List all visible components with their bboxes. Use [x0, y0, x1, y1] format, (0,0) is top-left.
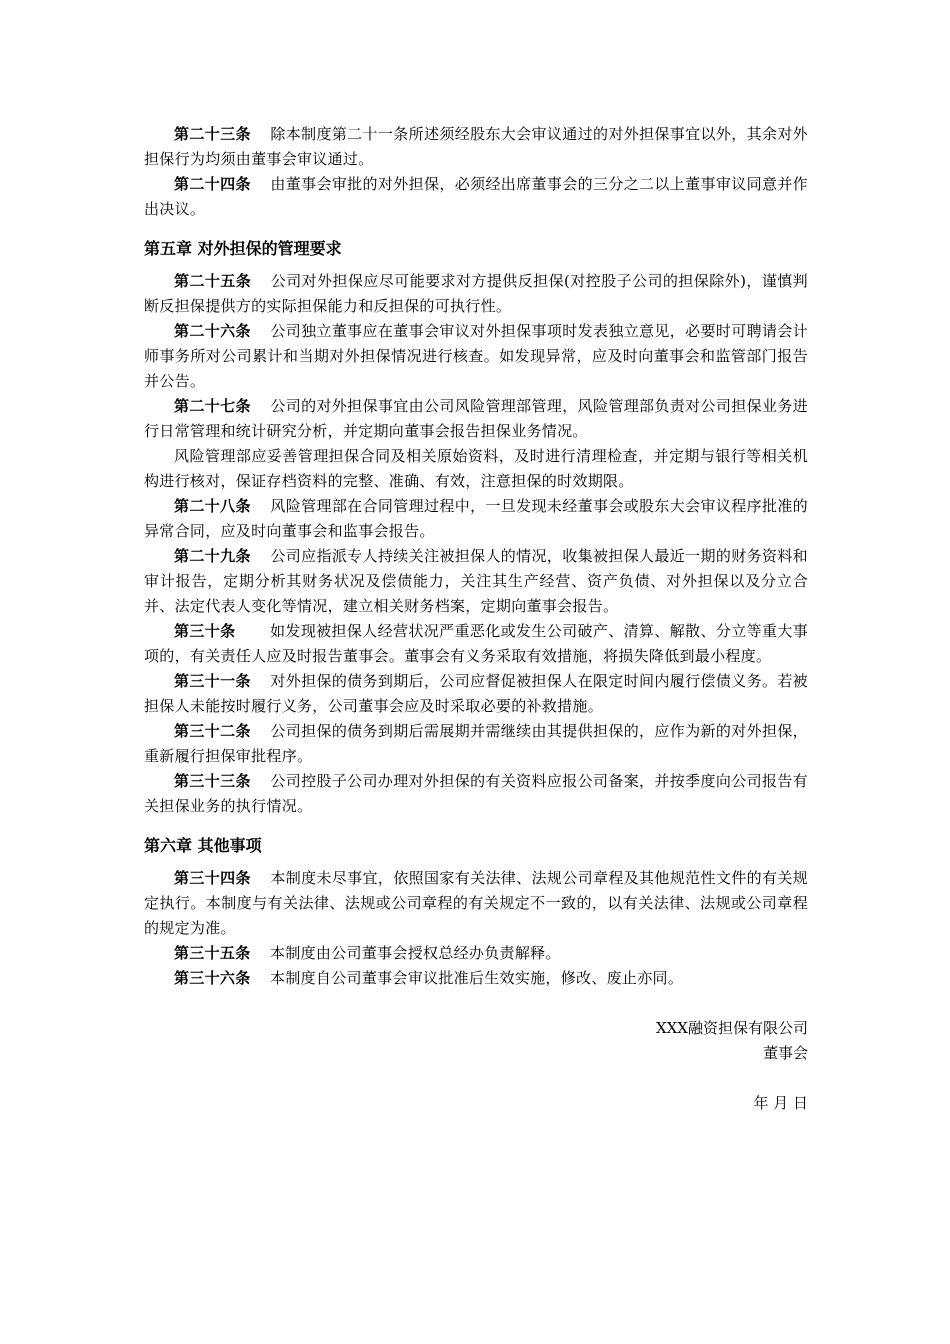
article-text: 风险管理部在合同管理过程中，一旦发现未经董事会或股东大会审议程序批准的异常合同，应及时向董事会和监事会报告。 [144, 497, 808, 540]
article-number: 第二十五条 [174, 272, 252, 290]
article-number: 第三十四条 [174, 869, 251, 887]
article-paragraph [144, 669, 808, 719]
article-text: 公司担保的债务到期后需展期并需继续由其提供担保的，应作为新的对外担保，重新履行担保审批程序。 [144, 722, 808, 765]
section-block-1 [144, 122, 808, 222]
article-paragraph [144, 769, 808, 819]
article-text: 公司控股子公司办理对外担保的有关资料应报公司备案，并按季度向公司报告有关担保业务的执行情况。 [144, 772, 808, 815]
article-number: 第二十七条 [174, 397, 251, 415]
article-paragraph [144, 269, 808, 319]
body-paragraph [144, 444, 808, 494]
article-text: 本制度未尽事宜，依照国家有关法律、法规公司章程及其他规范性文件的有关规定执行。本制度与有关法律、法规或公司章程的有关规定不一致的，以有关法律、法规或公司章程的规定为准。 [144, 869, 808, 937]
article-text: 由董事会审批的对外担保，必须经出席董事会的三分之二以上董事审议同意并作出决议。 [144, 175, 808, 218]
document-body [144, 122, 808, 1116]
article-number: 第二十八条 [174, 497, 251, 515]
section-block-2 [144, 269, 808, 819]
article-paragraph [144, 122, 808, 172]
article-text: 对外担保的债务到期后，公司应督促被担保人在限定时间内履行偿债义务。若被担保人未能按时履行义务，公司董事会应及时采取必要的补救措施。 [144, 672, 808, 715]
article-text: 公司独立董事应在董事会审议对外担保事项时发表独立意见，必要时可聘请会计师事务所对公司累计和当期对外担保情况进行核查。如发现异常，应及时向董事会和监管部门报告并公告。 [144, 322, 808, 390]
article-text: 公司的对外担保事宜由公司风险管理部管理，风险管理部负责对公司担保业务进行日常管理和统计研究分析，并定期向董事会报告担保业务情况。 [144, 397, 808, 440]
article-paragraph [144, 172, 808, 222]
article-paragraph [144, 619, 808, 669]
article-paragraph [144, 966, 808, 991]
article-text: 本制度由公司董事会授权总经办负责解释。 [270, 944, 561, 962]
article-number: 第三十三条 [174, 772, 251, 790]
article-number: 第三十二条 [174, 722, 251, 740]
signature-block [144, 1016, 808, 1116]
article-number: 第二十六条 [174, 322, 251, 340]
article-paragraph [144, 394, 808, 444]
article-paragraph [144, 319, 808, 394]
article-number: 第二十三条 [174, 125, 251, 143]
section-block-3 [144, 866, 808, 991]
chapter-heading: 第五章 对外担保的管理要求 [144, 239, 342, 258]
article-paragraph [144, 941, 808, 966]
article-paragraph [144, 544, 808, 619]
article-number: 第三十条 [174, 622, 236, 640]
article-paragraph [144, 494, 808, 544]
article-number: 第三十一条 [174, 672, 251, 690]
signature-date: 年 月 日 [753, 1094, 808, 1112]
chapter-heading: 第六章 其他事项 [144, 836, 262, 855]
article-text: 如发现被担保人经营状况严重恶化或发生公司破产、清算、解散、分立等重大事项的，有关责任人应及时报告董事会。董事会有义务采取有效措施，将损失降低到最小程度。 [144, 622, 808, 665]
article-paragraph [144, 866, 808, 941]
article-number: 第二十九条 [174, 547, 251, 565]
article-number: 第三十六条 [174, 969, 251, 987]
article-number: 第二十四条 [174, 175, 251, 193]
article-text: 公司应指派专人持续关注被担保人的情况，收集被担保人最近一期的财务资料和审计报告，定期分析其财务状况及偿债能力，关注其生产经营、资产负债、对外担保以及分立合并、法定代表人变化等情况，建立相关财务档案，定期向董事会报告。 [144, 547, 808, 615]
article-paragraph [144, 719, 808, 769]
signature-board: 董事会 [762, 1044, 808, 1062]
article-text: 除本制度第二十一条所述须经股东大会审议通过的对外担保事宜以外，其余对外担保行为均须由董事会审议通过。 [144, 125, 808, 168]
signature-company: XXX融资担保有限公司 [655, 1019, 808, 1037]
article-number: 第三十五条 [174, 944, 251, 962]
article-text: 公司对外担保应尽可能要求对方提供反担保(对控股子公司的担保除外)，谨慎判断反担保提供方的实际担保能力和反担保的可执行性。 [144, 272, 808, 315]
article-text: 本制度自公司董事会审议批准后生效实施，修改、废止亦同。 [270, 969, 684, 987]
paragraph-text: 风险管理部应妥善管理担保合同及相关原始资料，及时进行清理检查，并定期与银行等相关机构进行核对，保证存档资料的完整、准确、有效，注意担保的时效期限。 [144, 447, 808, 490]
